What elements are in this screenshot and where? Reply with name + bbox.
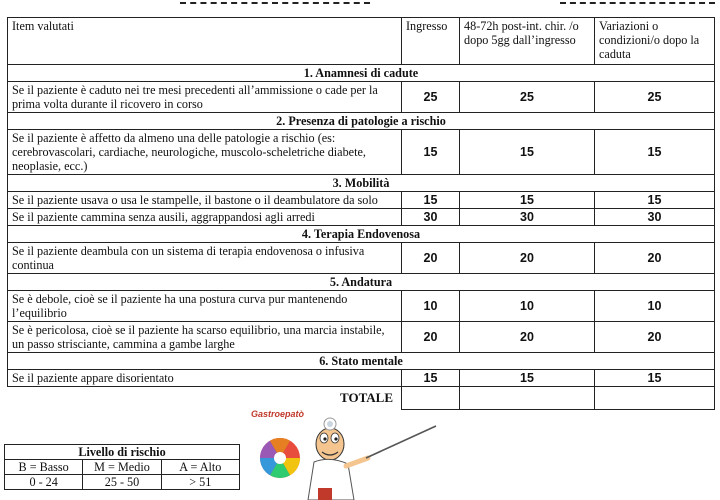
section-header-row (8, 226, 715, 243)
criterion-text: Se il paziente deambula con un sistema di terapia endovenosa o infusiva continua (8, 243, 402, 274)
criterion-text: Se il paziente cammina senza ausili, aggrappandosi agli arredi (8, 209, 402, 226)
section-header-row (8, 65, 715, 82)
section-title: 2. Presenza di patologie a rischio (8, 113, 715, 130)
total-label: TOTALE (340, 390, 393, 406)
criterion-row (8, 192, 715, 209)
criterion-text: Se è debole, cioè se il paziente ha una postura curva pur mantenendo l’equilibrio (8, 291, 402, 322)
section-title: 4. Terapia Endovenosa (8, 226, 715, 243)
score-post-op[interactable]: 25 (460, 82, 595, 113)
score-post-op[interactable]: 20 (460, 322, 595, 353)
doctor-head (316, 418, 344, 460)
doctor-mascot-illustration (258, 404, 438, 500)
score-variazioni[interactable]: 10 (595, 291, 715, 322)
section-title: 3. Mobilità (8, 175, 715, 192)
total-cell-post-op[interactable] (460, 387, 595, 410)
section-title: 1. Anamnesi di cadute (8, 65, 715, 82)
table-header-row (8, 18, 715, 65)
score-variazioni[interactable]: 20 (595, 243, 715, 274)
criterion-row (8, 82, 715, 113)
score-variazioni[interactable]: 25 (595, 82, 715, 113)
score-ingresso[interactable]: 10 (402, 291, 460, 322)
criterion-row (8, 291, 715, 322)
criterion-row (8, 130, 715, 175)
score-ingresso[interactable]: 15 (402, 192, 460, 209)
risk-label-low: B = Basso (5, 460, 83, 475)
risk-range-high: > 51 (161, 475, 239, 490)
risk-range-low: 0 - 24 (5, 475, 83, 490)
criterion-text: Se il paziente appare disorientato (8, 370, 402, 387)
fall-risk-assessment-table (7, 17, 715, 410)
section-title: 6. Stato mentale (8, 353, 715, 370)
risk-level-title: Livello di rischio (5, 445, 240, 460)
criterion-text: Se il paziente è affetto da almeno una delle patologie a rischio (es: cerebrovascolari, cardiache, neurologiche, muscolo-scheletriche diabete, neoplasie, ecc.) (8, 130, 402, 175)
score-ingresso[interactable]: 30 (402, 209, 460, 226)
risk-label-high: A = Alto (161, 460, 239, 475)
section-header-row (8, 353, 715, 370)
score-ingresso[interactable]: 25 (402, 82, 460, 113)
score-ingresso[interactable]: 20 (402, 243, 460, 274)
section-header-row (8, 274, 715, 291)
score-variazioni[interactable]: 15 (595, 370, 715, 387)
score-post-op[interactable]: 30 (460, 209, 595, 226)
column-header-item: Item valutati (8, 18, 402, 65)
score-variazioni[interactable]: 30 (595, 209, 715, 226)
score-post-op[interactable]: 15 (460, 130, 595, 175)
column-header-variazioni: Variazioni o condizioni/o dopo la caduta (595, 18, 715, 65)
score-ingresso[interactable]: 15 (402, 370, 460, 387)
section-header-row (8, 113, 715, 130)
column-header-ingresso: Ingresso (402, 18, 460, 65)
criterion-row (8, 209, 715, 226)
criterion-row (8, 243, 715, 274)
score-ingresso[interactable]: 15 (402, 130, 460, 175)
underline-fill (560, 2, 715, 4)
mascot-brand-logo: Gastroepatò (251, 409, 305, 419)
underline-fill (180, 2, 370, 4)
risk-label-medium: M = Medio (83, 460, 161, 475)
criterion-text: Se è pericolosa, cioè se il paziente ha scarso equilibrio, una marcia instabile, un passo strisciante, cammina a gambe larghe (8, 322, 402, 353)
section-title: 5. Andatura (8, 274, 715, 291)
score-variazioni[interactable]: 15 (595, 192, 715, 209)
risk-range-medium: 25 - 50 (83, 475, 161, 490)
score-ingresso[interactable]: 20 (402, 322, 460, 353)
column-header-post-op: 48-72h post-int. chir. /o dopo 5gg dall’ingresso (460, 18, 595, 65)
criterion-text: Se il paziente usava o usa le stampelle, il bastone o il deambulatore da solo (8, 192, 402, 209)
criterion-row (8, 322, 715, 353)
criterion-text: Se il paziente è caduto nei tre mesi precedenti all’ammissione o cade per la prima volta durante il ricovero in corso (8, 82, 402, 113)
cropped-header-line (0, 0, 720, 12)
risk-level-table (4, 444, 240, 490)
score-post-op[interactable]: 10 (460, 291, 595, 322)
score-variazioni[interactable]: 15 (595, 130, 715, 175)
score-post-op[interactable]: 15 (460, 192, 595, 209)
score-variazioni[interactable]: 20 (595, 322, 715, 353)
score-post-op[interactable]: 15 (460, 370, 595, 387)
total-cell-variazioni[interactable] (595, 387, 715, 410)
score-post-op[interactable]: 20 (460, 243, 595, 274)
section-header-row (8, 175, 715, 192)
color-wheel-logo (260, 438, 300, 478)
criterion-row (8, 370, 715, 387)
